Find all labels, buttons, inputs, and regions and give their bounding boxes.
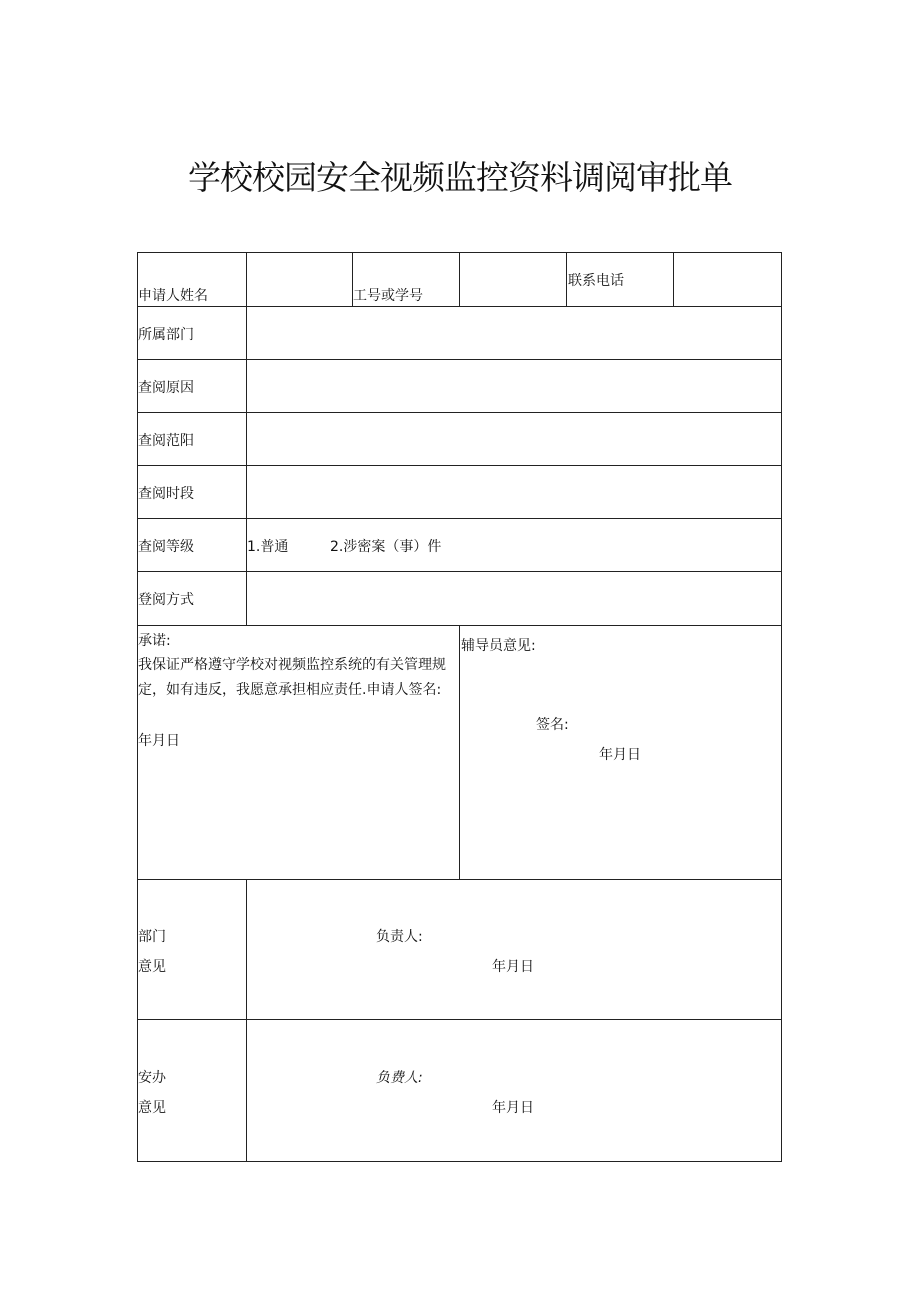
level-option-normal[interactable]: 1.普通 — [247, 539, 289, 555]
phone-field[interactable] — [677, 272, 777, 290]
staff-id-label: 工号或学号 — [353, 288, 423, 304]
pledge-date: 年月日 — [138, 733, 180, 749]
counselor-heading: 辅导员意见: — [461, 638, 536, 654]
row-divider — [137, 1019, 782, 1020]
department-opinion-label-2: 意见 — [138, 959, 166, 975]
department-opinion-date: 年月日 — [492, 959, 534, 975]
reason-field[interactable] — [250, 379, 776, 397]
method-label: 登阅方式 — [138, 592, 194, 608]
row-divider — [137, 518, 782, 519]
period-label: 查阅时段 — [138, 486, 194, 502]
reason-label: 查阅原因 — [138, 380, 194, 396]
table-border-bottom — [137, 1161, 782, 1162]
scope-field[interactable] — [250, 432, 776, 450]
column-divider — [566, 252, 567, 307]
security-office-responsible-label[interactable]: 负费人: — [376, 1070, 423, 1086]
security-office-label-1: 安办 — [138, 1070, 166, 1086]
level-label: 查阅等级 — [138, 539, 194, 555]
page-title: 学校校园安全视频监控资料调阅审批单 — [188, 158, 732, 197]
label-column-divider — [246, 252, 247, 626]
applicant-name-label: 申请人姓名 — [138, 288, 208, 304]
department-opinion-label-1: 部门 — [138, 929, 166, 945]
pledge-heading: 承诺: — [138, 633, 171, 649]
period-field[interactable] — [250, 485, 776, 503]
row-divider — [137, 465, 782, 466]
department-field[interactable] — [250, 326, 776, 344]
column-divider — [673, 252, 674, 307]
security-office-label-2: 意见 — [138, 1100, 166, 1116]
department-label: 所属部门 — [138, 327, 194, 343]
opinion-column-divider — [459, 625, 460, 880]
row-divider — [137, 359, 782, 360]
department-responsible-label[interactable]: 负责人: — [376, 929, 423, 945]
column-divider — [459, 252, 460, 307]
method-field[interactable] — [250, 591, 776, 609]
phone-label: 联系电话 — [568, 273, 624, 289]
table-border-right — [781, 252, 782, 1162]
label-column-divider — [246, 879, 247, 1162]
counselor-signature-label[interactable]: 签名: — [536, 717, 569, 733]
counselor-date: 年月日 — [599, 747, 641, 763]
row-divider — [137, 571, 782, 572]
pledge-text: 我保证严格遵守学校对视频监控系统的有关管理规定，如有违反，我愿意承担相应责任.申请人签名: — [138, 657, 446, 698]
row-divider — [137, 412, 782, 413]
staff-id-field[interactable] — [463, 287, 561, 305]
security-office-date: 年月日 — [492, 1100, 534, 1116]
level-option-classified[interactable]: 2.涉密案（事）件 — [330, 539, 442, 555]
applicant-name-field[interactable] — [250, 287, 348, 305]
scope-label: 查阅范阳 — [138, 433, 194, 449]
